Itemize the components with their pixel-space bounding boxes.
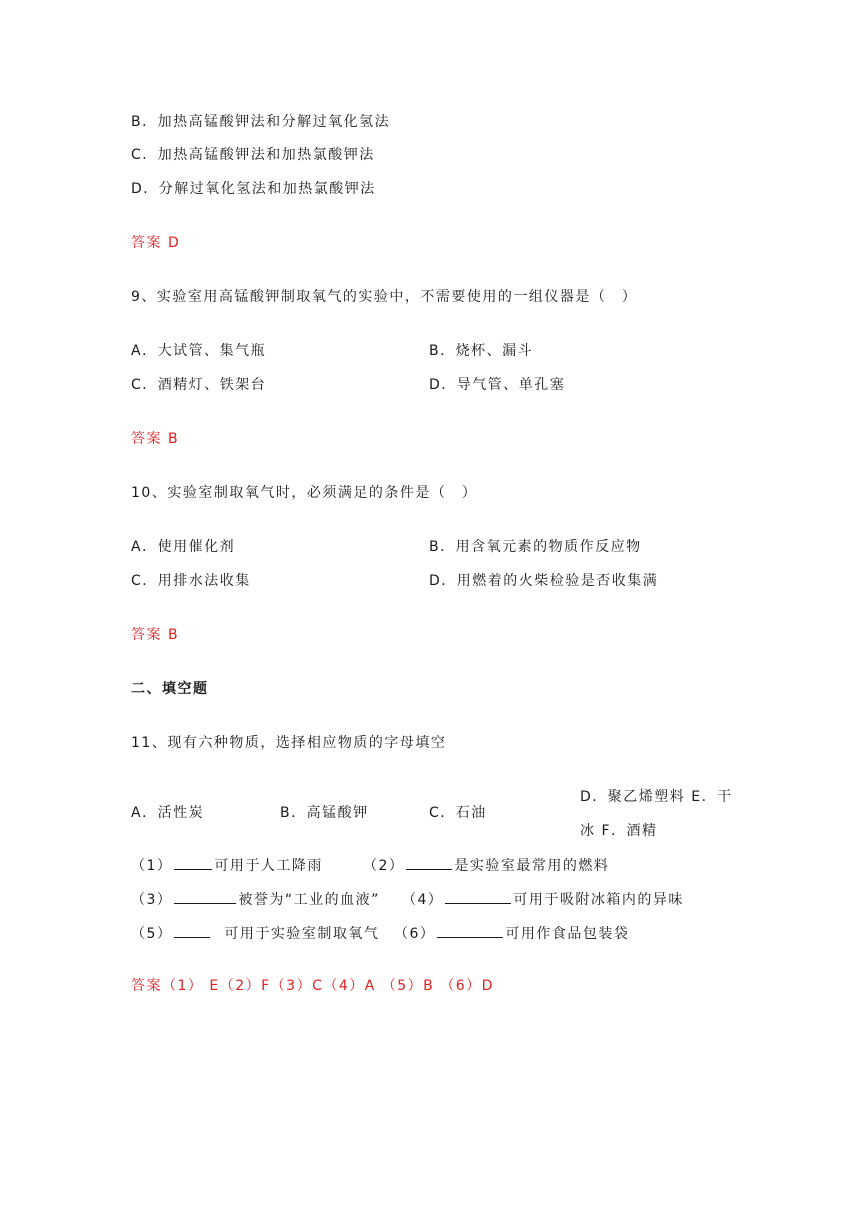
q11-blank-4 xyxy=(402,889,684,909)
section-title: 二、填空题 xyxy=(131,681,209,697)
answer-blank xyxy=(174,923,210,938)
blank-number: （5） xyxy=(131,926,173,942)
q10-option-c: C．用排水法收集 xyxy=(131,573,251,589)
q11-blank-2 xyxy=(363,855,609,875)
q10-option-b: B．用含氧元素的物质作反应物 xyxy=(429,539,642,555)
q9-option-d: D．导气管、单孔塞 xyxy=(429,377,566,393)
blank-text: 是实验室最常用的燃料 xyxy=(454,858,610,874)
blank-text: 可用于人工降雨 xyxy=(214,858,323,874)
q8-option-d: D．分解过氧化氢法和加热氯酸钾法 xyxy=(131,181,376,197)
blank-text: 可用作食品包装袋 xyxy=(505,926,630,942)
answer-blank xyxy=(174,855,212,870)
q11-option-de-line1: D．聚乙烯塑料 E．干 xyxy=(580,789,733,805)
q10-option-d: D．用燃着的火柴检验是否收集满 xyxy=(429,573,659,589)
q10-answer: 答案 B xyxy=(131,627,180,643)
blank-text: 可用于实验室制取氧气 xyxy=(224,926,380,942)
answer-blank xyxy=(445,889,511,904)
q10-option-a: A．使用催化剂 xyxy=(131,539,236,555)
blank-number: （3） xyxy=(131,892,173,908)
q11-option-de-line2: 冰 F．酒精 xyxy=(580,823,658,839)
q9-answer: 答案 B xyxy=(131,431,180,447)
q9-stem: 9、实验室用高锰酸钾制取氧气的实验中，不需要使用的一组仪器是（ ） xyxy=(131,289,638,305)
q11-option-a: A．活性炭 xyxy=(131,805,205,821)
q9-option-a: A．大试管、集气瓶 xyxy=(131,343,267,359)
answer-blank xyxy=(174,889,236,904)
answer-blank xyxy=(406,855,452,870)
q8-option-c: C．加热高锰酸钾法和加热氯酸钾法 xyxy=(131,147,375,163)
blank-number: （1） xyxy=(131,858,173,874)
q11-option-b: B．高锰酸钾 xyxy=(280,805,369,821)
blank-text: 可用于吸附冰箱内的异味 xyxy=(513,892,684,908)
q11-blank-5 xyxy=(131,923,379,943)
blank-number: （4） xyxy=(402,892,444,908)
q11-blank-3 xyxy=(131,889,380,909)
q9-option-b: B．烧杯、漏斗 xyxy=(429,343,534,359)
q9-option-c: C．酒精灯、铁架台 xyxy=(131,377,267,393)
q11-stem: 11、现有六种物质，选择相应物质的字母填空 xyxy=(131,735,447,751)
blank-number: （2） xyxy=(363,858,405,874)
q11-blank-6 xyxy=(394,923,629,943)
q11-answer: 答案（1） E（2）F（3）C（4）A （5）B （6）D xyxy=(131,978,494,994)
q11-blank-1 xyxy=(131,855,323,875)
q10-stem: 10、实验室制取氧气时，必须满足的条件是（ ） xyxy=(131,485,478,501)
q11-option-c: C．石油 xyxy=(429,805,487,821)
q8-option-b: B．加热高锰酸钾法和分解过氧化氢法 xyxy=(131,114,391,130)
answer-blank xyxy=(437,923,503,938)
q8-answer: 答案 D xyxy=(131,235,181,251)
blank-text: 被誉为“工业的血液” xyxy=(238,892,380,908)
blank-number: （6） xyxy=(394,926,436,942)
